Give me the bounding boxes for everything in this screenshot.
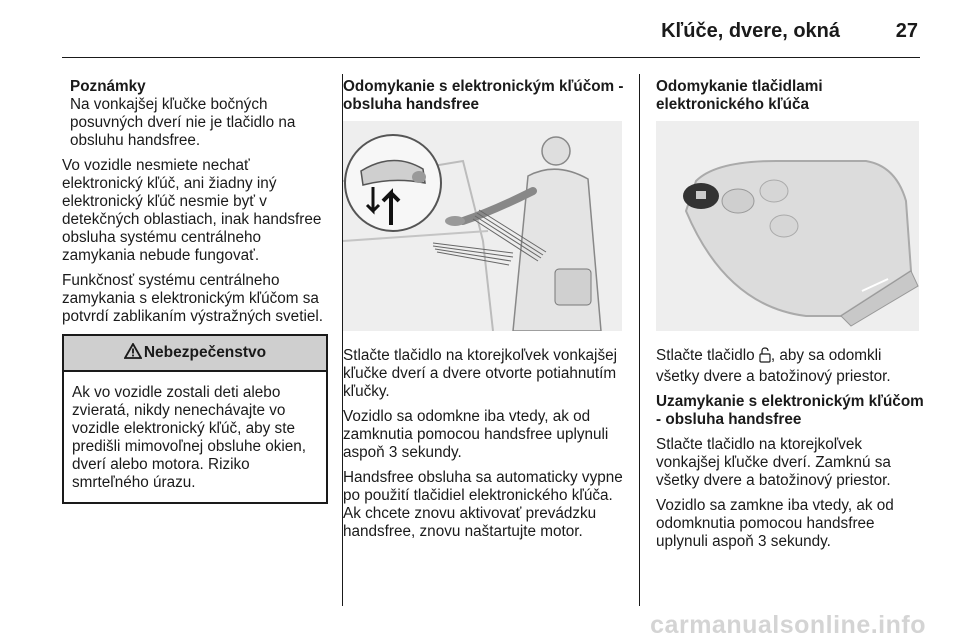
section-heading-handsfree-unlock: Odomykanie s elektronickým kľúčom - obsluha handsfree (343, 78, 624, 113)
paragraph-handsfree-deactivation: Handsfree obsluha sa automaticky vypne po použití tlačidiel elektronického kľúča. Ak chcete znovu aktivovať prevádzku handsfree, znovu naštartujte motor. (343, 469, 623, 540)
page-number: 27 (895, 20, 918, 42)
paragraph-hazard-lights: Funkčnosť systému centrálneho zamykania s elektronickým kľúčom sa potvrdí zablikaním výstražných svetiel. (62, 272, 323, 325)
paragraph-press-handle-lock: Stlačte tlačidlo na ktorejkoľvek vonkajšej kľučke dverí. Zamknú sa všetky dvere a batožinový priestor. (656, 436, 891, 489)
handsfree-illustration (343, 121, 622, 331)
unlock-padlock-icon (759, 347, 771, 368)
section-heading-handsfree-lock: Uzamykanie s elektronickým kľúčom - obsluha handsfree (656, 393, 924, 428)
paragraph-press-handle: Stlačte tlačidlo na ktorejkoľvek vonkajšej kľučke dverí a dvere otvorte potiahnutím kľučky. (343, 347, 617, 400)
column-2 (343, 78, 628, 548)
warning-header (64, 336, 326, 370)
warning-box (62, 334, 328, 504)
paragraph-electronic-key: Vo vozidle nesmiete nechať elektronický kľúč, ani žiadny iný elektronický kľúč nesmie byť v detekčných oblastiach, inak handsfree obsluha systému centrálneho zamykania nebude fungovať. (62, 157, 322, 264)
paragraph-unlock-button (656, 347, 924, 386)
column-1 (62, 78, 330, 504)
page-header-title: Kľúče, dvere, okná (661, 20, 840, 42)
electronic-key-illustration (656, 121, 919, 331)
watermark: carmanualsonline.info (650, 611, 926, 639)
warning-text: Ak vo vozidle zostali deti alebo zvieratá, nikdy nenechávajte vo vozidle elektronický kľúč, aby ste predišli mimovoľnej obsluhe okien, dverí alebo motora. Riziko smrteľného úrazu. (64, 370, 326, 502)
warning-title: Nebezpečenstvo (143, 344, 267, 361)
note-title: Poznámky (70, 78, 146, 95)
paragraph-unlock-timing: Vozidlo sa odomkne iba vtedy, ak od zamknutia pomocou handsfree uplynuli aspoň 3 sekundy. (343, 408, 609, 461)
note-text: Na vonkajšej kľučke bočných posuvných dverí nie je tlačidlo na obsluhu handsfree. (70, 96, 296, 149)
paragraph-unlock-suffix: , aby sa odomkli všetky dvere a batožinový priestor. (656, 347, 891, 385)
column-divider-2 (639, 74, 640, 606)
section-heading-key-buttons: Odomykanie tlačidlami elektronického kľúča (656, 78, 823, 113)
paragraph-unlock-prefix: Stlačte tlačidlo (656, 347, 755, 364)
warning-triangle-icon (124, 343, 144, 364)
column-3 (656, 78, 924, 558)
header-divider (62, 57, 920, 58)
paragraph-lock-timing: Vozidlo sa zamkne iba vtedy, ak od odomknutia pomocou handsfree uplynuli aspoň 3 sekundy. (656, 497, 894, 550)
